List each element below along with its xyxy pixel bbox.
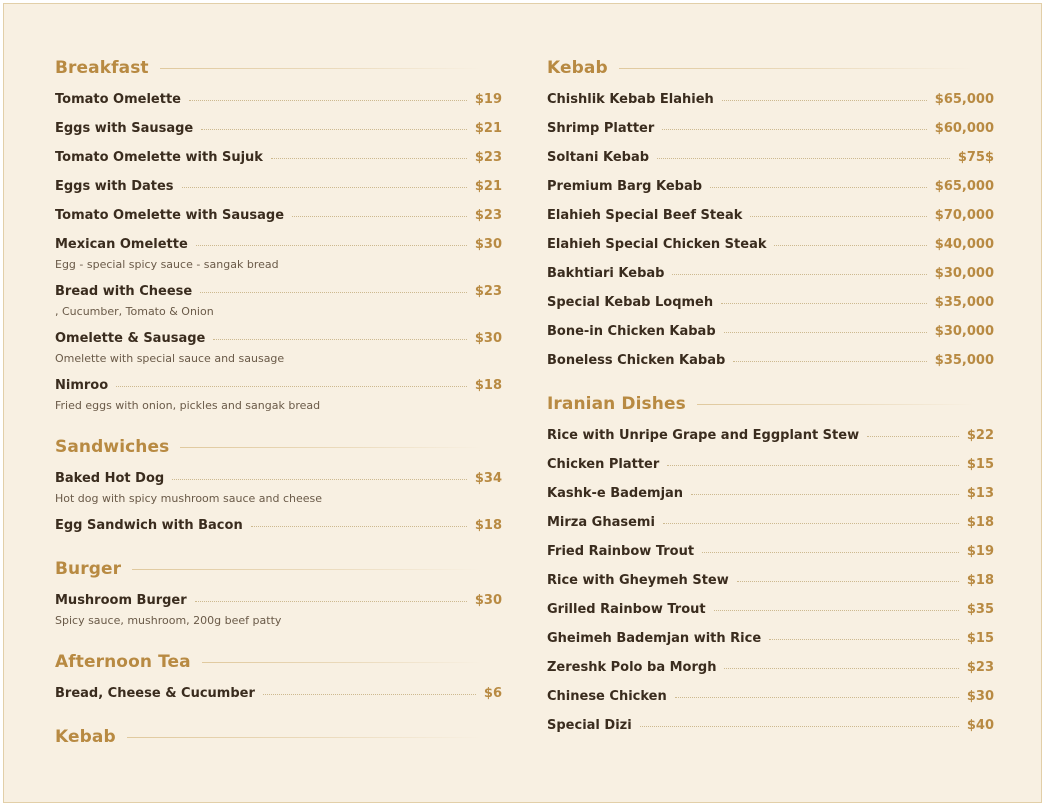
menu-item-price: $13	[966, 486, 994, 501]
menu-item-name: Special Dizi	[547, 718, 632, 733]
menu-item-name: Grilled Rainbow Trout	[547, 602, 706, 617]
menu-item	[55, 375, 502, 414]
menu-item-price: $18	[966, 515, 994, 530]
menu-item-row	[547, 176, 994, 197]
menu-item-row	[55, 89, 502, 110]
menu-item-row	[547, 686, 994, 707]
menu-item-price: $35	[966, 602, 994, 617]
menu-item-name: Eggs with Sausage	[55, 121, 194, 136]
menu-item-name: Chinese Chicken	[547, 689, 667, 704]
menu-item	[547, 715, 994, 736]
dotted-leader	[200, 292, 467, 293]
menu-item	[547, 454, 994, 475]
menu-item-row	[55, 147, 502, 168]
menu-item-row	[547, 234, 994, 255]
menu-section-kebab	[547, 56, 994, 371]
menu-item-name: Chishlik Kebab Elahieh	[547, 92, 714, 107]
menu-item	[55, 118, 502, 139]
menu-item	[55, 328, 502, 367]
section-title: Iranian Dishes	[547, 394, 686, 414]
menu-item-row	[547, 512, 994, 533]
dotted-leader	[116, 386, 467, 387]
menu-item	[547, 541, 994, 562]
menu-item-row	[547, 118, 994, 139]
menu-item-row	[547, 263, 994, 284]
section-divider	[619, 68, 974, 69]
section-header	[55, 557, 502, 581]
menu-item-name: Shrimp Platter	[547, 121, 655, 136]
menu-item	[547, 147, 994, 168]
menu-item-price: $60,000	[934, 121, 994, 136]
menu-item	[55, 147, 502, 168]
menu-item	[547, 350, 994, 371]
dotted-leader	[663, 523, 959, 524]
dotted-leader	[196, 245, 467, 246]
menu-item	[547, 176, 994, 197]
dotted-leader	[195, 601, 467, 602]
menu-item-price: $15	[966, 457, 994, 472]
section-header	[547, 56, 994, 80]
menu-item-name: Elahieh Special Beef Steak	[547, 208, 743, 223]
menu-item-price: $35,000	[934, 295, 994, 310]
section-divider	[160, 68, 482, 69]
menu-item-name: Omelette & Sausage	[55, 331, 206, 346]
menu-item-row	[547, 425, 994, 446]
dotted-leader	[675, 697, 959, 698]
menu-item	[547, 205, 994, 226]
menu-item-price: $40	[966, 718, 994, 733]
menu-item	[55, 205, 502, 226]
dotted-leader	[640, 726, 959, 727]
menu-item-price: $75$	[957, 150, 994, 165]
section-divider	[202, 662, 482, 663]
menu-item-name: Premium Barg Kebab	[547, 179, 703, 194]
dotted-leader	[710, 187, 927, 188]
menu-item-name: Chicken Platter	[547, 457, 660, 472]
menu-item-row	[55, 176, 502, 197]
section-header	[55, 650, 502, 674]
menu-item-row	[547, 321, 994, 342]
section-header	[55, 435, 502, 459]
menu-item-row	[547, 483, 994, 504]
menu-item-price: $30	[966, 689, 994, 704]
menu-item	[547, 292, 994, 313]
dotted-leader	[662, 129, 927, 130]
menu-item-row	[55, 281, 502, 302]
menu-section-afternoon-tea	[55, 650, 502, 704]
menu-item-price: $23	[474, 284, 502, 299]
menu-item	[547, 263, 994, 284]
menu-item-row	[547, 541, 994, 562]
menu-item	[55, 234, 502, 273]
dotted-leader	[721, 303, 927, 304]
section-title: Breakfast	[55, 58, 149, 78]
menu-item-name: Rice with Unripe Grape and Eggplant Stew	[547, 428, 860, 443]
menu-item-price: $15	[966, 631, 994, 646]
menu-item-description: Egg - special spicy sauce - sangak bread	[55, 258, 279, 271]
menu-section-burger	[55, 557, 502, 629]
dotted-leader	[737, 581, 959, 582]
menu-item-row	[547, 570, 994, 591]
menu-item-name: Fried Rainbow Trout	[547, 544, 695, 559]
dotted-leader	[251, 526, 467, 527]
section-divider	[697, 404, 974, 405]
dotted-leader	[702, 552, 959, 553]
section-divider	[180, 447, 482, 448]
dotted-leader	[263, 694, 476, 695]
menu-item-name: Nimroo	[55, 378, 109, 393]
menu-item-price: $23	[474, 150, 502, 165]
menu-item	[547, 118, 994, 139]
section-title: Afternoon Tea	[55, 652, 191, 672]
dotted-leader	[213, 339, 467, 340]
menu-item-name: Gheimeh Bademjan with Rice	[547, 631, 762, 646]
menu-item-name: Rice with Gheymeh Stew	[547, 573, 729, 588]
menu-section-kebab	[55, 725, 502, 749]
menu-item-name: Tomato Omelette with Sujuk	[55, 150, 263, 165]
menu-item	[55, 468, 502, 507]
menu-item-row	[55, 468, 502, 489]
dotted-leader	[189, 100, 467, 101]
menu-item-row	[547, 599, 994, 620]
menu-item-price: $35,000	[934, 353, 994, 368]
menu-item	[547, 321, 994, 342]
menu-item-row	[55, 515, 502, 536]
dotted-leader	[172, 479, 467, 480]
menu-item-name: Bread, Cheese & Cucumber	[55, 686, 255, 701]
menu-item-price: $18	[474, 378, 502, 393]
menu-item-price: $30	[474, 593, 502, 608]
menu-item-price: $40,000	[934, 237, 994, 252]
dotted-leader	[724, 332, 927, 333]
menu-item-price: $65,000	[934, 179, 994, 194]
menu-item	[547, 512, 994, 533]
menu-item	[547, 599, 994, 620]
menu-item	[55, 176, 502, 197]
dotted-leader	[733, 361, 927, 362]
menu-item-price: $18	[474, 518, 502, 533]
menu-item-price: $30,000	[934, 266, 994, 281]
menu-item-name: Zereshk Polo ba Morgh	[547, 660, 717, 675]
menu-page	[3, 3, 1042, 803]
menu-item	[547, 628, 994, 649]
menu-item-price: $30,000	[934, 324, 994, 339]
menu-item-row	[547, 715, 994, 736]
menu-item	[55, 515, 502, 536]
dotted-leader	[691, 494, 959, 495]
menu-item	[547, 686, 994, 707]
menu-item-name: Mirza Ghasemi	[547, 515, 655, 530]
menu-item-row	[55, 234, 502, 255]
menu-item-row	[55, 375, 502, 396]
menu-item-description: Fried eggs with onion, pickles and sangak bread	[55, 399, 321, 412]
menu-item-price: $65,000	[934, 92, 994, 107]
menu-item-name: Baked Hot Dog	[55, 471, 165, 486]
menu-section-iranian-dishes	[547, 392, 994, 736]
dotted-leader	[672, 274, 926, 275]
section-header	[55, 56, 502, 80]
menu-item-row	[547, 454, 994, 475]
section-title: Kebab	[547, 58, 608, 78]
menu-item-price: $30	[474, 237, 502, 252]
section-header	[55, 725, 502, 749]
dotted-leader	[714, 610, 959, 611]
menu-item-row	[547, 657, 994, 678]
menu-item-price: $18	[966, 573, 994, 588]
menu-item	[547, 570, 994, 591]
menu-item-price: $21	[474, 121, 502, 136]
menu-item-row	[547, 350, 994, 371]
menu-item	[547, 483, 994, 504]
dotted-leader	[657, 158, 950, 159]
menu-item	[547, 425, 994, 446]
section-header	[547, 392, 994, 416]
menu-item	[55, 89, 502, 110]
menu-item-name: Special Kebab Loqmeh	[547, 295, 714, 310]
menu-item-description: , Cucumber, Tomato & Onion	[55, 305, 214, 318]
menu-section-breakfast	[55, 56, 502, 414]
menu-item	[55, 590, 502, 629]
menu-item-price: $21	[474, 179, 502, 194]
section-title: Sandwiches	[55, 437, 170, 457]
menu-item-price: $19	[966, 544, 994, 559]
menu-section-sandwiches	[55, 435, 502, 536]
menu-item-price: $23	[966, 660, 994, 675]
menu-item-row	[55, 590, 502, 611]
dotted-leader	[750, 216, 926, 217]
menu-item-description: Hot dog with spicy mushroom sauce and cheese	[55, 492, 323, 505]
menu-item	[547, 89, 994, 110]
menu-item-row	[547, 292, 994, 313]
menu-item-name: Mexican Omelette	[55, 237, 188, 252]
menu-item-name: Boneless Chicken Kabab	[547, 353, 726, 368]
menu-item-price: $70,000	[934, 208, 994, 223]
menu-item-description: Omelette with special sauce and sausage	[55, 352, 285, 365]
menu-item-price: $23	[474, 208, 502, 223]
section-title: Kebab	[55, 727, 116, 747]
dotted-leader	[182, 187, 467, 188]
menu-item-row	[547, 147, 994, 168]
menu-item-row	[55, 683, 502, 704]
menu-item-name: Soltani Kebab	[547, 150, 650, 165]
dotted-leader	[774, 245, 926, 246]
menu-item-price: $19	[474, 92, 502, 107]
menu-item-name: Bone-in Chicken Kabab	[547, 324, 716, 339]
menu-item-price: $6	[483, 686, 502, 701]
section-divider	[127, 737, 482, 738]
menu-item	[55, 281, 502, 320]
section-title: Burger	[55, 559, 122, 579]
menu-item-name: Bread with Cheese	[55, 284, 193, 299]
menu-item-name: Eggs with Dates	[55, 179, 174, 194]
menu-item-name: Kashk-e Bademjan	[547, 486, 684, 501]
menu-item-description: Spicy sauce, mushroom, 200g beef patty	[55, 614, 282, 627]
menu-item-name: Bakhtiari Kebab	[547, 266, 665, 281]
menu-item-price: $34	[474, 471, 502, 486]
menu-item-price: $30	[474, 331, 502, 346]
menu-item	[55, 683, 502, 704]
section-divider	[132, 569, 482, 570]
menu-item-row	[55, 328, 502, 349]
menu-column-right	[547, 56, 994, 744]
menu-column-left	[55, 56, 502, 758]
menu-item-row	[55, 205, 502, 226]
menu-item-name: Egg Sandwich with Bacon	[55, 518, 243, 533]
menu-item	[547, 657, 994, 678]
dotted-leader	[271, 158, 467, 159]
dotted-leader	[292, 216, 467, 217]
menu-item-row	[55, 118, 502, 139]
dotted-leader	[201, 129, 467, 130]
menu-item-name: Elahieh Special Chicken Steak	[547, 237, 767, 252]
dotted-leader	[769, 639, 959, 640]
menu-item-row	[547, 628, 994, 649]
menu-item-name: Mushroom Burger	[55, 593, 187, 608]
menu-item-row	[547, 205, 994, 226]
dotted-leader	[667, 465, 959, 466]
dotted-leader	[722, 100, 927, 101]
dotted-leader	[867, 436, 959, 437]
menu-item	[547, 234, 994, 255]
menu-item-name: Tomato Omelette with Sausage	[55, 208, 285, 223]
menu-item-price: $22	[966, 428, 994, 443]
menu-item-name: Tomato Omelette	[55, 92, 181, 107]
dotted-leader	[724, 668, 958, 669]
menu-item-row	[547, 89, 994, 110]
